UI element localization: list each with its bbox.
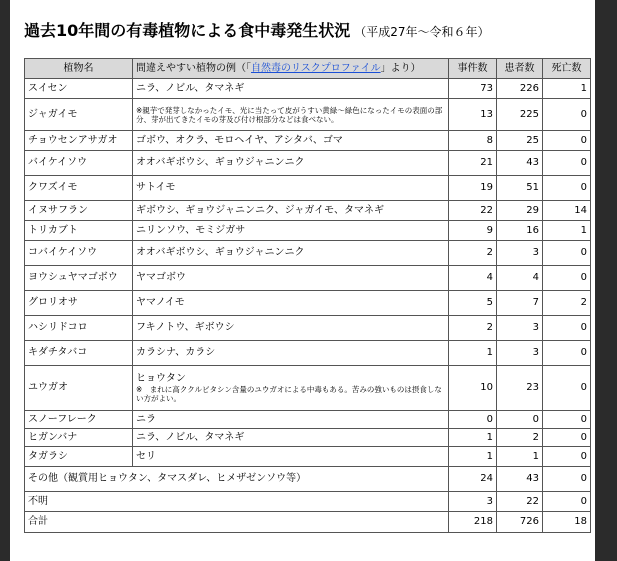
document-page	[10, 0, 595, 561]
total-cases: 218	[449, 512, 497, 533]
example-plants: セリ	[133, 447, 449, 467]
header-plant: 植物名	[25, 59, 133, 79]
example-plants: ヤマゴボウ	[133, 266, 449, 291]
example-plants: オオバギボウシ、ギョウジャニンニク	[133, 241, 449, 266]
plant-name: バイケイソウ	[25, 151, 133, 176]
deaths-count: 0	[543, 241, 591, 266]
plant-name: グロリオサ	[25, 291, 133, 316]
patients-count: 2	[497, 429, 543, 447]
plant-name: ヨウシュヤマゴボウ	[25, 266, 133, 291]
header-deaths: 死亡数	[543, 59, 591, 79]
other-label: その他（観賞用ヒョウタン、タマスダレ、ヒメザゼンソウ等）	[25, 467, 449, 492]
patients-count: 23	[497, 366, 543, 411]
table-row	[25, 201, 591, 221]
deaths-count: 0	[543, 366, 591, 411]
example-note: ※親芋で発芽しなかったイモ、光に当たって皮がうすい黄緑～緑色になったイモの表面の部分、芽が出てきたイモの芽及び付け根部分などは食べない。	[136, 105, 443, 124]
example-plants: ニリンソウ、モミジガサ	[133, 221, 449, 241]
table-row	[25, 79, 591, 99]
example-plants: ギボウシ、ギョウジャニンニク、ジャガイモ、タマネギ	[133, 201, 449, 221]
cases-count: 73	[449, 79, 497, 99]
example-plants: ヤマノイモ	[133, 291, 449, 316]
plant-name: チョウセンアサガオ	[25, 131, 133, 151]
table-row	[25, 151, 591, 176]
plant-name: トリカブト	[25, 221, 133, 241]
cases-count: 22	[449, 201, 497, 221]
patients-count: 1	[497, 447, 543, 467]
table-row	[25, 429, 591, 447]
table-row	[25, 411, 591, 429]
table-row	[25, 316, 591, 341]
title-period: （平成27年～令和６年）	[354, 25, 490, 39]
cases-count: 19	[449, 176, 497, 201]
deaths-count: 0	[543, 429, 591, 447]
example-plants: オオバギボウシ、ギョウジャニンニク	[133, 151, 449, 176]
table-row	[25, 447, 591, 467]
patients-count: 43	[497, 151, 543, 176]
plant-name: スイセン	[25, 79, 133, 99]
table-row-total	[25, 512, 591, 533]
cases-count: 13	[449, 99, 497, 131]
table-row-unknown	[25, 492, 591, 512]
cases-count: 1	[449, 447, 497, 467]
deaths-count: 0	[543, 492, 591, 512]
patients-count: 43	[497, 467, 543, 492]
plant-name: ヒガンバナ	[25, 429, 133, 447]
plant-name: クワズイモ	[25, 176, 133, 201]
cases-count: 2	[449, 241, 497, 266]
cases-count: 5	[449, 291, 497, 316]
header-example-prefix: 間違えやすい植物の例（「	[136, 62, 251, 74]
header-example	[133, 59, 449, 79]
deaths-count: 0	[543, 151, 591, 176]
example-plants: ゴボウ、オクラ、モロヘイヤ、アシタバ、ゴマ	[133, 131, 449, 151]
patients-count: 51	[497, 176, 543, 201]
total-deaths: 18	[543, 512, 591, 533]
example-plants	[133, 366, 449, 411]
deaths-count: 0	[543, 176, 591, 201]
poisoning-table	[24, 58, 591, 533]
page-title	[24, 18, 490, 41]
cases-count: 1	[449, 341, 497, 366]
table-row-other	[25, 467, 591, 492]
patients-count: 4	[497, 266, 543, 291]
patients-count: 225	[497, 99, 543, 131]
deaths-count: 14	[543, 201, 591, 221]
patients-count: 7	[497, 291, 543, 316]
plant-name: スノーフレーク	[25, 411, 133, 429]
plant-name: キダチタバコ	[25, 341, 133, 366]
patients-count: 25	[497, 131, 543, 151]
cases-count: 8	[449, 131, 497, 151]
risk-profile-link[interactable]: 自然毒のリスクプロファイル	[251, 62, 381, 74]
plant-name: コバイケイソウ	[25, 241, 133, 266]
header-cases: 事件数	[449, 59, 497, 79]
header-example-suffix: 」より）	[380, 62, 421, 74]
cases-count: 24	[449, 467, 497, 492]
deaths-count: 0	[543, 266, 591, 291]
example-plants: ニラ	[133, 411, 449, 429]
table-row	[25, 241, 591, 266]
deaths-count: 0	[543, 316, 591, 341]
table-row	[25, 366, 591, 411]
cases-count: 21	[449, 151, 497, 176]
example-plants	[133, 99, 449, 131]
cases-count: 3	[449, 492, 497, 512]
cases-count: 10	[449, 366, 497, 411]
unknown-label: 不明	[25, 492, 449, 512]
deaths-count: 0	[543, 447, 591, 467]
example-note: ※ まれに高ククルビタシン含量のユウガオによる中毒もある。苦みの強いものは摂食しない方がよい。	[136, 385, 442, 403]
plant-name: ジャガイモ	[25, 99, 133, 131]
table-row	[25, 221, 591, 241]
patients-count: 3	[497, 341, 543, 366]
total-label: 合計	[25, 512, 449, 533]
example-plants: フキノトウ、ギボウシ	[133, 316, 449, 341]
table-row	[25, 99, 591, 131]
deaths-count: 0	[543, 99, 591, 131]
cases-count: 4	[449, 266, 497, 291]
patients-count: 3	[497, 316, 543, 341]
deaths-count: 1	[543, 221, 591, 241]
cases-count: 0	[449, 411, 497, 429]
example-plants: サトイモ	[133, 176, 449, 201]
cases-count: 1	[449, 429, 497, 447]
cases-count: 2	[449, 316, 497, 341]
table-row	[25, 176, 591, 201]
deaths-count: 0	[543, 467, 591, 492]
deaths-count: 0	[543, 341, 591, 366]
example-plants: ニラ、ノビル、タマネギ	[133, 79, 449, 99]
patients-count: 22	[497, 492, 543, 512]
plant-name: イヌサフラン	[25, 201, 133, 221]
patients-count: 226	[497, 79, 543, 99]
deaths-count: 1	[543, 79, 591, 99]
total-patients: 726	[497, 512, 543, 533]
deaths-count: 0	[543, 131, 591, 151]
table-row	[25, 131, 591, 151]
cases-count: 9	[449, 221, 497, 241]
header-patients: 患者数	[497, 59, 543, 79]
patients-count: 16	[497, 221, 543, 241]
table-row	[25, 266, 591, 291]
example-plants: ニラ、ノビル、タマネギ	[133, 429, 449, 447]
patients-count: 29	[497, 201, 543, 221]
plant-name: タガラシ	[25, 447, 133, 467]
patients-count: 3	[497, 241, 543, 266]
plant-name: ユウガオ	[25, 366, 133, 411]
table-row	[25, 341, 591, 366]
table-row	[25, 291, 591, 316]
example-text: ヒョウタン	[136, 373, 186, 384]
title-main: 過去10年間の有毒植物による食中毒発生状況	[24, 21, 351, 40]
patients-count: 0	[497, 411, 543, 429]
example-plants: カラシナ、カラシ	[133, 341, 449, 366]
deaths-count: 0	[543, 411, 591, 429]
plant-name: ハシリドコロ	[25, 316, 133, 341]
deaths-count: 2	[543, 291, 591, 316]
